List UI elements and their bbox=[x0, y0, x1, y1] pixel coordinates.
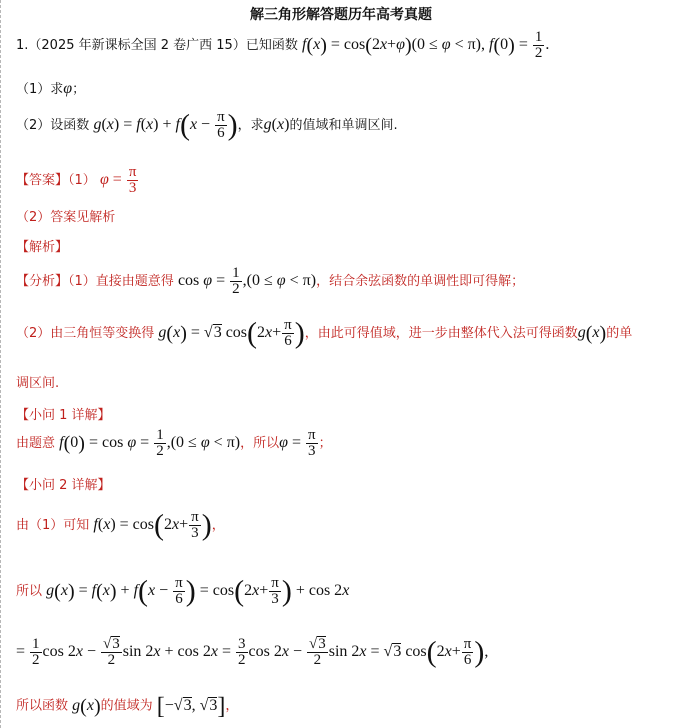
detail-1-tag: 【小问 1 详解】 bbox=[16, 408, 111, 423]
problem-part-1: （1）求φ； bbox=[16, 80, 86, 97]
formula-g-definition: g(x) = f(x) + f(x − $\frac{\pi}{6}$ ) bbox=[93, 108, 238, 142]
analysis-part-1: 【分析】（1）直接由题意得 cos φ = $\frac{1}{2}$ ,(0 ≤ φ < π)，结合余弦函数的单调性即可得解； bbox=[16, 265, 525, 297]
detail-2-step-1: 由（1）可知 f(x) = cos(2x+ $\frac{\pi}{3}$ )， bbox=[16, 508, 225, 542]
formula-g-chain: = $\frac{1}{2}$ cos 2x − $\frac{√3}{2}$ sin 2x + cos 2x = $\frac{3}{2}$ cos 2x − $\frac{√3}{2}$ sin 2x = √3 cos(2x+ $\frac{\pi}{6}$ ), bbox=[16, 635, 489, 668]
formula-g-expand: g(x) = f(x) + f(x − $\frac{\pi}{6}$ ) = cos(2x+ $\frac{\pi}{3}$ ) + cos 2x bbox=[46, 574, 350, 608]
analysis-part-2-cont: 调区间. bbox=[16, 376, 60, 391]
formula-range: [−√3, √3] bbox=[156, 693, 226, 719]
formula-f0: f(0) = cos φ = $\frac{1}{2}$ ,(0 ≤ φ < π) bbox=[59, 427, 241, 459]
formula-f-known: f(x) = cos(2x+ $\frac{\pi}{3}$ ) bbox=[93, 508, 212, 542]
detail-1-body: 由题意 f(0) = cos φ = $\frac{1}{2}$ ,(0 ≤ φ < π)，所以φ = $\frac{\pi}{3}$ ； bbox=[16, 427, 332, 459]
formula-g-simplified: g(x) = √3 cos(2x+ $\frac{\pi}{6}$ ) bbox=[158, 316, 305, 350]
page-edge-marker bbox=[0, 0, 1, 728]
analysis-part-2: （2）由三角恒等变换得 g(x) = √3 cos(2x+ $\frac{\pi}{6}$ )，由此可得值域，进一步由整体代入法可得函数g(x)的单 bbox=[16, 316, 633, 350]
formula-cos-phi: cos φ = $\frac{1}{2}$ ,(0 ≤ φ < π) bbox=[177, 265, 317, 297]
formula-f-definition: f(x) = cos(2x+φ)(0 ≤ φ < π), f(0) = $\frac{1}{2}$ . bbox=[302, 29, 550, 61]
answer-part-1: 【答案】（1） φ = $\frac{\pi}{3}$ bbox=[16, 165, 139, 196]
problem-part-2: （2）设函数 g(x) = f(x) + f(x − $\frac{\pi}{6}$ )，求g(x)的值域和单调区间. bbox=[16, 108, 398, 142]
analysis-tag: 【解析】 bbox=[16, 240, 69, 255]
answer-part-2: （2）答案见解析 bbox=[16, 210, 116, 225]
detail-2-range: 所以函数 g(x)的值域为 [−√3, √3]， bbox=[16, 693, 239, 719]
formula-phi-answer: φ = $\frac{\pi}{3}$ bbox=[99, 164, 137, 196]
detail-2-step-3 bbox=[16, 636, 488, 668]
detail-2-step-2: 所以 g(x) = f(x) + f(x − $\frac{\pi}{6}$ ) = cos(2x+ $\frac{\pi}{3}$ ) + cos 2x bbox=[16, 574, 350, 608]
page-title: 解三角形解答题历年高考真题 bbox=[250, 7, 432, 23]
problem-statement: 1.（2025 年新课标全国 2 卷广西 15）已知函数 f(x) = cos(2x+φ)(0 ≤ φ < π), f(0) = $\frac{1}{2}$ . bbox=[16, 29, 550, 61]
detail-2-tag: 【小问 2 详解】 bbox=[16, 478, 111, 493]
